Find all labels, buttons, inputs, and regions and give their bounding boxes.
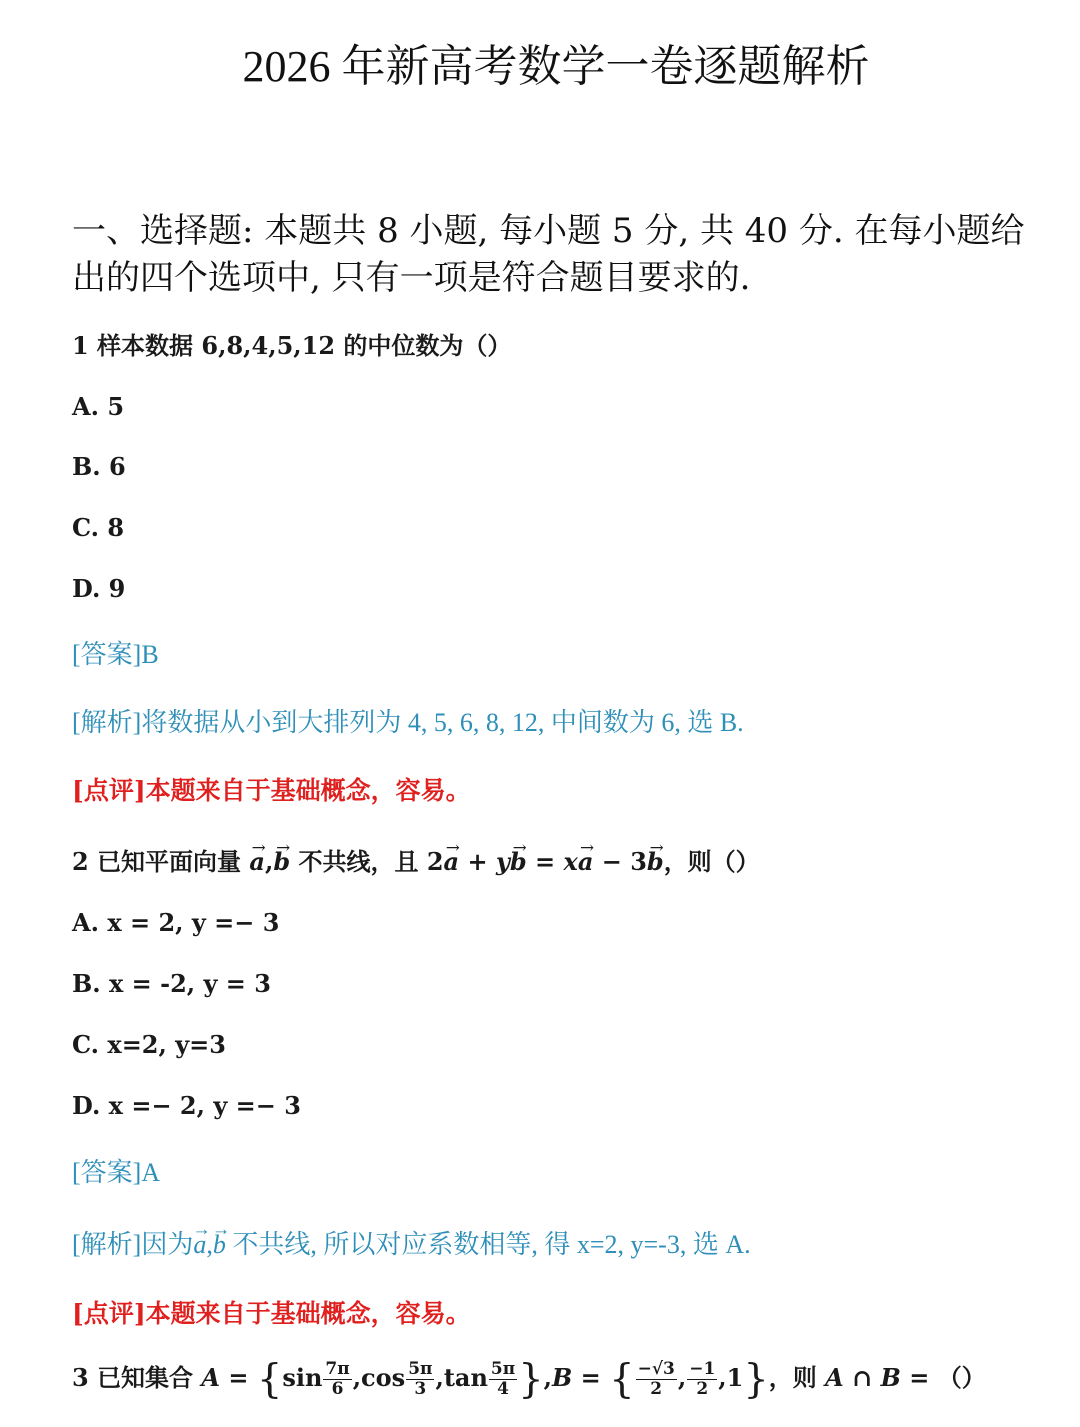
fraction: $\frac{-1}{2}$ — [689, 1359, 716, 1399]
question-3-number: 3 — [72, 1363, 89, 1392]
question-1-option-d: D. 9 — [72, 574, 126, 603]
question-2-answer: [答案]A — [72, 1158, 161, 1187]
question-2-option-d: D. x =− 2, y =− 3 — [72, 1091, 301, 1120]
question-1-option-a: A. 5 — [72, 392, 125, 421]
page-title: 2026 年新高考数学一卷逐题解析 — [242, 42, 870, 91]
vector-a: → a — [193, 1230, 206, 1260]
fraction: $\frac{5\pi}{4}$ — [490, 1359, 516, 1399]
vector-b: → b — [213, 1230, 226, 1260]
question-3-stem-prefix: 已知集合 — [97, 1363, 194, 1392]
fraction: $\frac{7\pi}{6}$ — [325, 1359, 350, 1399]
vector-a: → a — [249, 847, 265, 876]
section-heading: 一、选择题: 本题共 8 小题, 每小题 5 分, 共 40 分. 在每小题给出的四个选项中, 只有一项是符合题目要求的. — [72, 211, 1025, 298]
fraction: $\frac{-√3}{2}$ — [637, 1359, 675, 1399]
question-1-option-b: B. 6 — [72, 452, 126, 481]
question-2-equation: 2→ a + y→ b = x→ a − 3→ b — [427, 847, 664, 876]
intersection: A ∩ B — [825, 1363, 901, 1392]
question-2-stem-mid: 不共线，且 — [298, 847, 419, 876]
question-2-option-a: A. x = 2, y =− 3 — [72, 908, 280, 937]
question-2-option-c: C. x=2, y=3 — [72, 1030, 226, 1059]
question-2-stem-prefix: 已知平面向量 — [97, 847, 242, 876]
question-2-stem: 2 已知平面向量 → a,→ b 不共线，且 2→ a + y→ b = x→ a − 3→ b，则（） — [72, 842, 760, 877]
fraction: $\frac{5\pi}{3}$ — [408, 1359, 433, 1399]
set-a-name: A — [201, 1363, 221, 1392]
question-1-answer: [答案]B — [72, 640, 159, 669]
question-3-stem: 3 已知集合 A = {sin $\frac{7\pi}{6}$ ,cos $\frac{5\pi}{3}$ ,tan $\frac{5\pi}{4}$ },B = { $\frac{-√3}{2}$ , $\frac{-1}{2}$ ,1}，则 A ∩ B = （） — [72, 1356, 986, 1403]
question-2-comment: [点评]本题来自于基础概念，容易。 — [72, 1299, 471, 1328]
vector-b: → b — [273, 847, 290, 876]
question-2-option-b: B. x = -2, y = 3 — [72, 969, 271, 998]
question-2-number: 2 — [72, 847, 89, 876]
question-2-analysis: [解析]因为→ a,→ b 不共线, 所以对应系数相等, 得 x=2, y=-3, 选 A. — [72, 1224, 751, 1261]
question-1-comment: [点评]本题来自于基础概念，容易。 — [72, 776, 471, 805]
question-1-analysis: [解析]将数据从小到大排列为 4, 5, 6, 8, 12, 中间数为 6, 选 B. — [72, 708, 744, 737]
question-2-stem-suffix: ，则（） — [663, 847, 760, 876]
question-1-option-c: C. 8 — [72, 513, 125, 542]
set-b-name: B — [552, 1363, 573, 1392]
question-1-stem: 1 样本数据 6,8,4,5,12 的中位数为（） — [72, 331, 512, 360]
